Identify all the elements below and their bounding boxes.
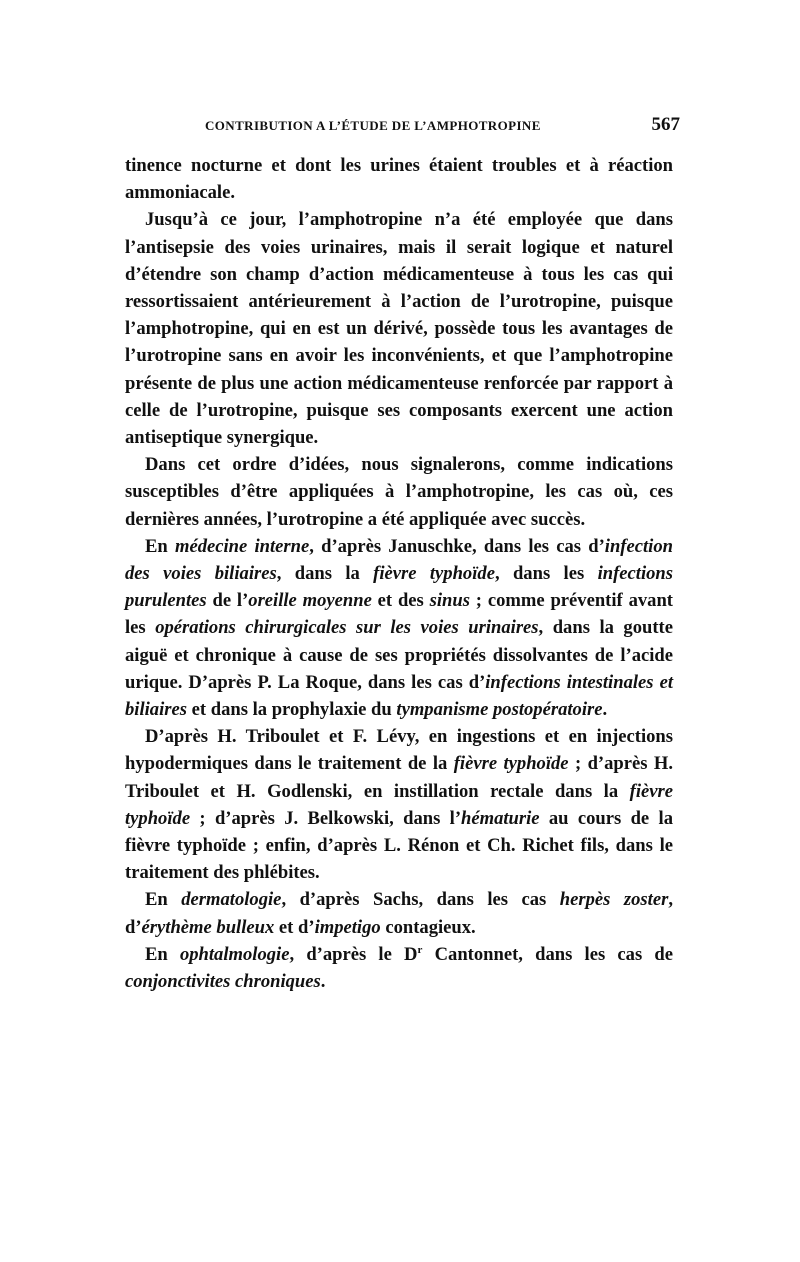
italic-term: fièvre typhoïde	[125, 780, 673, 829]
text-run: , d’après Januschke, dans les cas d’	[309, 535, 605, 557]
text-run: En	[145, 889, 182, 911]
italic-term: opérations chirurgicales sur les voies urinaires	[155, 617, 539, 639]
italic-term: hématurie	[461, 807, 540, 829]
text-run: D’après H. Triboulet et F. Lévy, en ingestions et en injections hypodermiques dans le traitement de la	[125, 726, 673, 775]
text-run: et dans la prophylaxie du	[186, 699, 397, 721]
text-run: , dans la	[276, 563, 374, 585]
italic-term: fièvre typhoïde	[373, 563, 495, 585]
paragraph-dermatologie	[125, 886, 673, 940]
text-run: de l’	[206, 590, 249, 612]
text-run: ; d’après J. Belkowski, dans l’	[190, 807, 462, 829]
italic-term: ophtalmologie	[179, 943, 290, 965]
italic-term: infections intestinales et biliaires	[125, 671, 673, 721]
italic-term: oreille moyenne	[248, 590, 372, 612]
text-run: , d’	[125, 889, 673, 938]
italic-term: infections purulentes	[125, 563, 673, 612]
text-run: , dans la goutte aiguë et chronique à cause de ses propriétés dissolvantes de l’acide urique. D’après P. La Roque, dans les cas d’	[125, 617, 673, 693]
text-run: et d’	[274, 916, 315, 938]
italic-term: fièvre typhoïde	[453, 753, 569, 775]
italic-term: infection des voies biliaires	[125, 535, 673, 585]
paragraph-medecine-interne	[125, 533, 673, 723]
paragraph-triboulet	[125, 723, 673, 886]
text-run: , d’après Sachs, dans les cas	[281, 889, 560, 911]
text-run: contagieux.	[380, 916, 476, 938]
paragraph-indications	[125, 451, 673, 533]
text-run: ; comme préventif avant les	[125, 590, 673, 639]
text-run: , d’après le D	[289, 943, 418, 965]
italic-term: herpès zoster	[559, 889, 669, 911]
page-header	[127, 116, 680, 142]
italic-term: impetigo	[314, 916, 381, 938]
text-run: et des	[371, 590, 430, 612]
page-number: 567	[651, 114, 680, 135]
body-text	[125, 152, 673, 995]
text-run: au cours de la fièvre typhoïde ; enfin, d’après L. Rénon et Ch. Richet fils, dans le traitement des phlébites.	[125, 807, 673, 884]
text-run: tinence nocturne et dont les urines étaient troubles et à réaction ammoniacale.	[125, 155, 673, 204]
italic-term: médecine interne	[174, 535, 310, 557]
superscript: r	[417, 943, 423, 956]
text-run: En	[145, 535, 175, 557]
text-run: Cantonnet, dans les cas de	[422, 943, 673, 965]
italic-term: tympanisme postopératoire	[396, 699, 603, 721]
text-run: .	[320, 971, 326, 993]
text-run: Dans cet ordre d’idées, nous signalerons, comme indications susceptibles d’être appliquées à l’amphotropine, les cas où, ces dernières années, l’urotropine a été appliquée avec succès.	[125, 454, 673, 530]
text-run: .	[602, 699, 608, 721]
text-run: Jusqu’à ce jour, l’amphotropine n’a été employée que dans l’antisepsie des voies urinaires, mais il serait logique et naturel d’étendre son champ d’action médicamenteuse à tous les cas qui ressortissaient antérieurement à l’action de l’urotropine, puisque l’amphotropine, qui en est un dérivé, possède tous les avantages de l’urotropine sans en avoir les inconvénients, et que l’amphotropine présente de plus une action médicamenteuse renforcée par rapport à celle de l’urotropine, puisque ses composants exercent une action antiseptique synergique.	[125, 209, 673, 449]
paragraph-continuation	[125, 152, 673, 206]
italic-term: conjonctivites chroniques	[125, 971, 321, 993]
italic-term: érythème bulleux	[141, 916, 275, 938]
text-run: , dans les	[494, 563, 598, 585]
paragraph-ophtalmologie	[125, 941, 673, 995]
text-run: En	[145, 943, 180, 965]
text-run: ; d’après H. Triboulet et H. Godlenski, en instillation rectale dans la	[125, 753, 674, 802]
paragraph-antisepsie	[125, 206, 673, 451]
italic-term: dermatologie	[181, 889, 282, 911]
italic-term: sinus	[429, 590, 470, 612]
running-title: CONTRIBUTION A L’ÉTUDE DE L’AMPHOTROPINE	[205, 118, 541, 133]
